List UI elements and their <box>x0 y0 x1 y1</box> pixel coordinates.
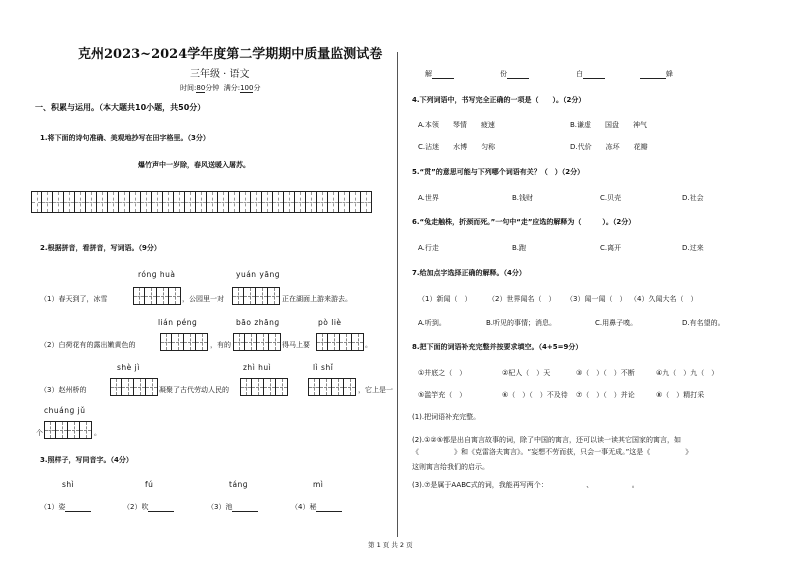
pinyin-sheji: shè jì <box>117 363 140 372</box>
pinyin-lianpeng: lián pénɡ <box>158 318 198 327</box>
rt-item-1[interactable]: 解 <box>425 69 454 79</box>
q4-prompt: 4.下列词语中，书写完全正确的一项是（ ）。（2分） <box>412 96 586 104</box>
box-sheji[interactable] <box>110 378 158 396</box>
q8-item-1[interactable]: ①井底之（ ） <box>418 369 467 377</box>
q3-item-4[interactable]: （4）秘 <box>291 502 342 512</box>
pinyin-lishi: lì shǐ <box>313 363 334 372</box>
q8-sub-3[interactable]: (3).⑦是属于AABC式的词，我能再写两个： 、 。 <box>412 481 639 489</box>
q4-option-b[interactable]: B.谦虚 国盘 神气 <box>570 121 648 129</box>
box-polie[interactable] <box>316 333 364 351</box>
q5-option-b[interactable]: B.钱财 <box>512 194 534 202</box>
q8-item-3[interactable]: ③（ ）（ ）不断 <box>576 369 635 377</box>
time-label: 时间: <box>180 84 197 92</box>
box-zhihui[interactable] <box>240 378 288 396</box>
q1-prompt: 1.将下面的诗句准确、美观地抄写在田字格里。（3分） <box>40 134 210 142</box>
pinyin-chuangju: chuánɡ jǔ <box>44 406 86 415</box>
q7-item-1[interactable]: （1）新闻（ ） <box>418 295 472 303</box>
q8-prompt: 8.把下面的词语补充完整并按要求填空。（4+5=9分） <box>412 343 583 351</box>
q3-pinyin-2: fú <box>145 480 154 489</box>
q6-option-a[interactable]: A.行走 <box>418 244 439 252</box>
box-chuangju[interactable] <box>44 421 92 439</box>
q2-line2-d: 。 <box>365 341 372 349</box>
q2-line2-b: ，有的 <box>210 341 231 349</box>
section-1-heading: 一、积累与运用。（本大题共10小题，共50分） <box>35 103 206 112</box>
score-unit: 分 <box>253 84 261 92</box>
q3-prompt: 3.照样子，写同音字。（4分） <box>40 456 133 464</box>
q2-line2-a: （2）白荷花有的露出嫩黄色的 <box>40 341 136 349</box>
time-score-line <box>180 83 260 93</box>
column-divider <box>397 52 398 537</box>
q6-option-b[interactable]: B.跑 <box>512 244 527 252</box>
score-label: 满分: <box>223 84 241 92</box>
q5-option-c[interactable]: C.贝壳 <box>600 194 622 202</box>
box-baozhang[interactable] <box>233 333 281 351</box>
q7-prompt: 7.给加点字选择正确的解释。（4分） <box>412 269 526 277</box>
q2-line4-b: 。 <box>94 429 101 437</box>
q4-option-a[interactable]: A.本领 琴情 疲速 <box>418 121 495 129</box>
q2-line3-b: 凝聚了古代劳动人民的 <box>159 386 229 394</box>
q6-prompt: 6.“兔走触株，折颈而死。”一句中“走”应选的解释为（ ）。（2分） <box>412 218 636 226</box>
time-unit: 分钟 <box>205 84 220 92</box>
q3-pinyin-1: shì <box>62 480 75 489</box>
page-title: 克州2023~2024学年度第二学期期中质量监测试卷 <box>78 47 383 62</box>
q8-item-7[interactable]: ⑦（ ）（ ）并论 <box>576 391 635 399</box>
q7-option-d: D.有名望的。 <box>682 319 725 327</box>
q2-line3-a: （3）赵州桥的 <box>40 386 87 394</box>
q8-item-5[interactable]: ⑤滥竽充（ ） <box>418 391 467 399</box>
q6-option-d[interactable]: D.过来 <box>682 244 704 252</box>
box-lianpeng[interactable] <box>160 333 208 351</box>
q8-sub-1: (1).把词语补充完整。 <box>412 413 481 421</box>
q1-writing-grid[interactable] <box>31 191 372 213</box>
q8-item-6[interactable]: ⑥（ ）（ ）不及待 <box>502 391 568 399</box>
q8-item-4[interactable]: ④九（ ）九（ ） <box>656 369 719 377</box>
score-value: 100 <box>240 84 254 92</box>
q7-option-b: B.听见的事情；消息。 <box>486 319 557 327</box>
rt-item-3[interactable]: 白 <box>576 69 605 79</box>
q3-item-3[interactable]: （3）池 <box>207 502 258 512</box>
q6-option-c[interactable]: C.离开 <box>600 244 622 252</box>
q2-line4-a: 个 <box>36 429 43 437</box>
q3-pinyin-4: mì <box>313 480 324 489</box>
time-value: 80 <box>196 84 206 92</box>
pinyin-zhihui: zhì huì <box>243 363 272 372</box>
rt-item-2[interactable]: 份 <box>500 69 529 79</box>
q8-sub-2c: 这则寓言给我们的启示。 <box>412 463 489 471</box>
box-ronghua[interactable] <box>133 287 181 305</box>
q8-sub-2b[interactable]: 《 》和《克雷洛夫寓言》。“妄想不劳而获，只会一事无成。”这是《 》 <box>412 448 693 456</box>
q2-line1-a: （1）春天到了，冰雪 <box>40 295 108 303</box>
pinyin-polie: pò liè <box>318 318 342 327</box>
pinyin-baozhang: bāo zhānɡ <box>236 318 280 327</box>
q7-item-3[interactable]: （3）闻一闻（ ） <box>566 295 627 303</box>
q2-prompt: 2.根据拼音，看拼音，写词语。（9分） <box>40 244 161 252</box>
q3-item-2[interactable]: （2）吹 <box>123 502 174 512</box>
q8-item-8[interactable]: ⑧（ ）精打采 <box>656 391 705 399</box>
q2-line3-c: ，它上是一 <box>358 386 393 394</box>
q7-item-4[interactable]: （4）久闻大名（ ） <box>630 295 698 303</box>
q8-item-2[interactable]: ②杞人（ ）天 <box>502 369 551 377</box>
grade-subject: 三年级 · 语文 <box>190 69 250 80</box>
q5-option-d[interactable]: D.社会 <box>682 194 704 202</box>
q3-pinyin-3: tánɡ <box>229 480 249 489</box>
q2-line2-c: 得马上要 <box>282 341 310 349</box>
q1-poem: 爆竹声中一岁除，春风送暖入屠苏。 <box>138 161 250 169</box>
q4-option-c[interactable]: C.沾迷 水博 匀称 <box>418 143 496 151</box>
q2-line1-c: 正在湖面上游来游去。 <box>282 295 352 303</box>
q7-option-a: A.听到。 <box>418 319 446 327</box>
q3-item-1[interactable]: （1）姿 <box>40 502 91 512</box>
pinyin-ronghua: rónɡ huà <box>138 270 176 279</box>
rt-item-4[interactable]: 蜂 <box>640 69 673 79</box>
q7-option-c: C.用鼻子嗅。 <box>595 319 638 327</box>
q4-option-d[interactable]: D.代价 冻坏 花瓣 <box>570 143 648 151</box>
page-footer: 第 1 页 共 2 页 <box>368 541 413 549</box>
q8-sub-2a: (2).①②⑤都是出自寓言故事的词，除了中国的寓言，还可以读一读其它国家的寓言，如 <box>412 436 681 444</box>
box-lishi[interactable] <box>308 378 356 396</box>
pinyin-yuanyang: yuán yānɡ <box>236 270 280 279</box>
q2-line1-b: ，公园里一对 <box>182 295 224 303</box>
q5-option-a[interactable]: A.世界 <box>418 194 439 202</box>
q5-prompt: 5.“贯”的意思可能与下列哪个词语有关？（ ）（2分） <box>412 168 585 176</box>
q7-item-2[interactable]: （2）世界闻名（ ） <box>488 295 556 303</box>
box-yuanyang[interactable] <box>232 287 280 305</box>
